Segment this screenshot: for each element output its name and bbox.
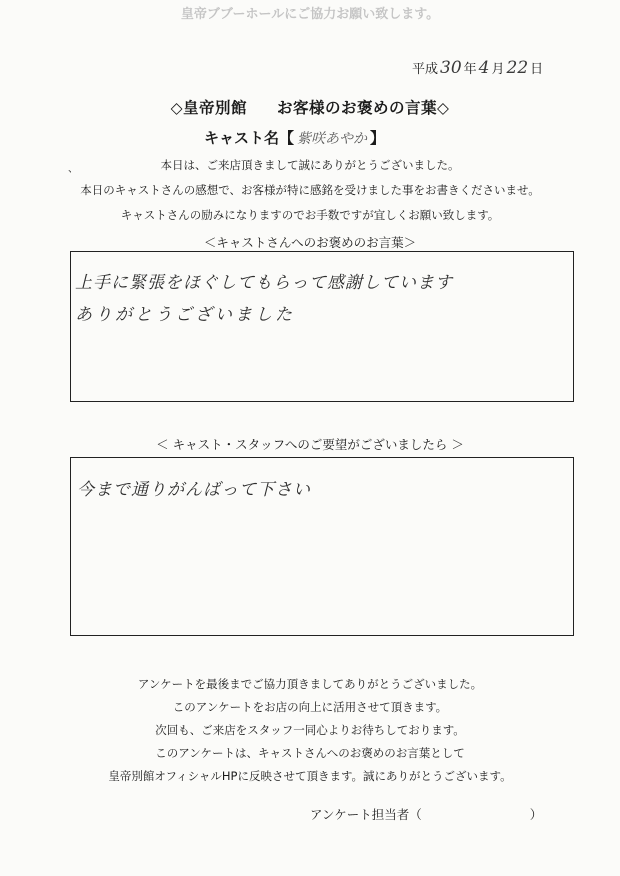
cast-name-bracket-close: 】 (370, 129, 386, 147)
closing-line-1: アンケートを最後までご協力頂きましてありがとうございました。 (137, 677, 483, 691)
page-title (0, 96, 620, 118)
survey-manager-close: ） (529, 807, 543, 822)
survey-manager-line (310, 805, 542, 823)
intro-line-3: キャストさんの励みになりますのでお手数ですが宜しくお願い致します。 (120, 208, 500, 222)
cast-name-handwritten: 紫咲あやか (297, 131, 368, 147)
date-line (412, 58, 543, 78)
date-year-handwritten: 30 (440, 58, 462, 78)
closing-line-5: 皇帝別館オフィシャルHPに反映させて頂きます。誠にありがとうございます。 (108, 769, 512, 783)
requests-box (70, 457, 574, 636)
title-subject: お客様のお褒めの言葉◇ (277, 99, 450, 117)
closing-line-4: このアンケートは、キャストさんへのお褒めのお言葉として (155, 746, 465, 760)
bleed-through-text: 皇帝ブブーホールにご協力お願い致します。 (180, 7, 440, 22)
praise-box (70, 251, 574, 402)
stray-mark: 、 (68, 164, 78, 175)
intro-line-1: 本日は、ご来店頂きまして誠にありがとうございました。 (160, 158, 460, 172)
praise-handwritten-line-2: ありがとうございました (75, 305, 295, 325)
intro-line-2: 本日のキャストさんの感想で、お客様が特に感銘を受けました事をお書きくださいませ。 (80, 183, 540, 197)
date-day-handwritten: 22 (506, 58, 529, 78)
date-year-unit: 年 (463, 62, 477, 77)
requests-heading: ＜ キャスト・スタッフへのご要望がございましたら ＞ (156, 437, 464, 452)
closing-line-3: 次回も、ご来店をスタッフ一同心よりお待ちしております。 (155, 723, 465, 737)
title-store: ◇皇帝別館 (170, 99, 247, 117)
praise-handwritten-line-1: 上手に緊張をほぐしてもらって感謝しています (75, 273, 453, 293)
praise-heading: ＜キャストさんへのお褒めのお言葉＞ (203, 235, 417, 250)
requests-handwritten-line-1: 今まで通りがんばって下さい (77, 480, 311, 500)
cast-name-label: キャスト名【 (204, 129, 295, 147)
date-era: 平成 (412, 62, 439, 77)
date-month-handwritten: 4 (478, 58, 490, 78)
date-month-unit: 月 (491, 62, 505, 77)
cast-name-line (204, 127, 385, 148)
closing-line-2: このアンケートをお店の向上に活用させて頂きます。 (172, 700, 448, 714)
survey-manager-label: アンケート担当者（ (310, 807, 422, 822)
date-day-unit: 日 (530, 62, 544, 77)
